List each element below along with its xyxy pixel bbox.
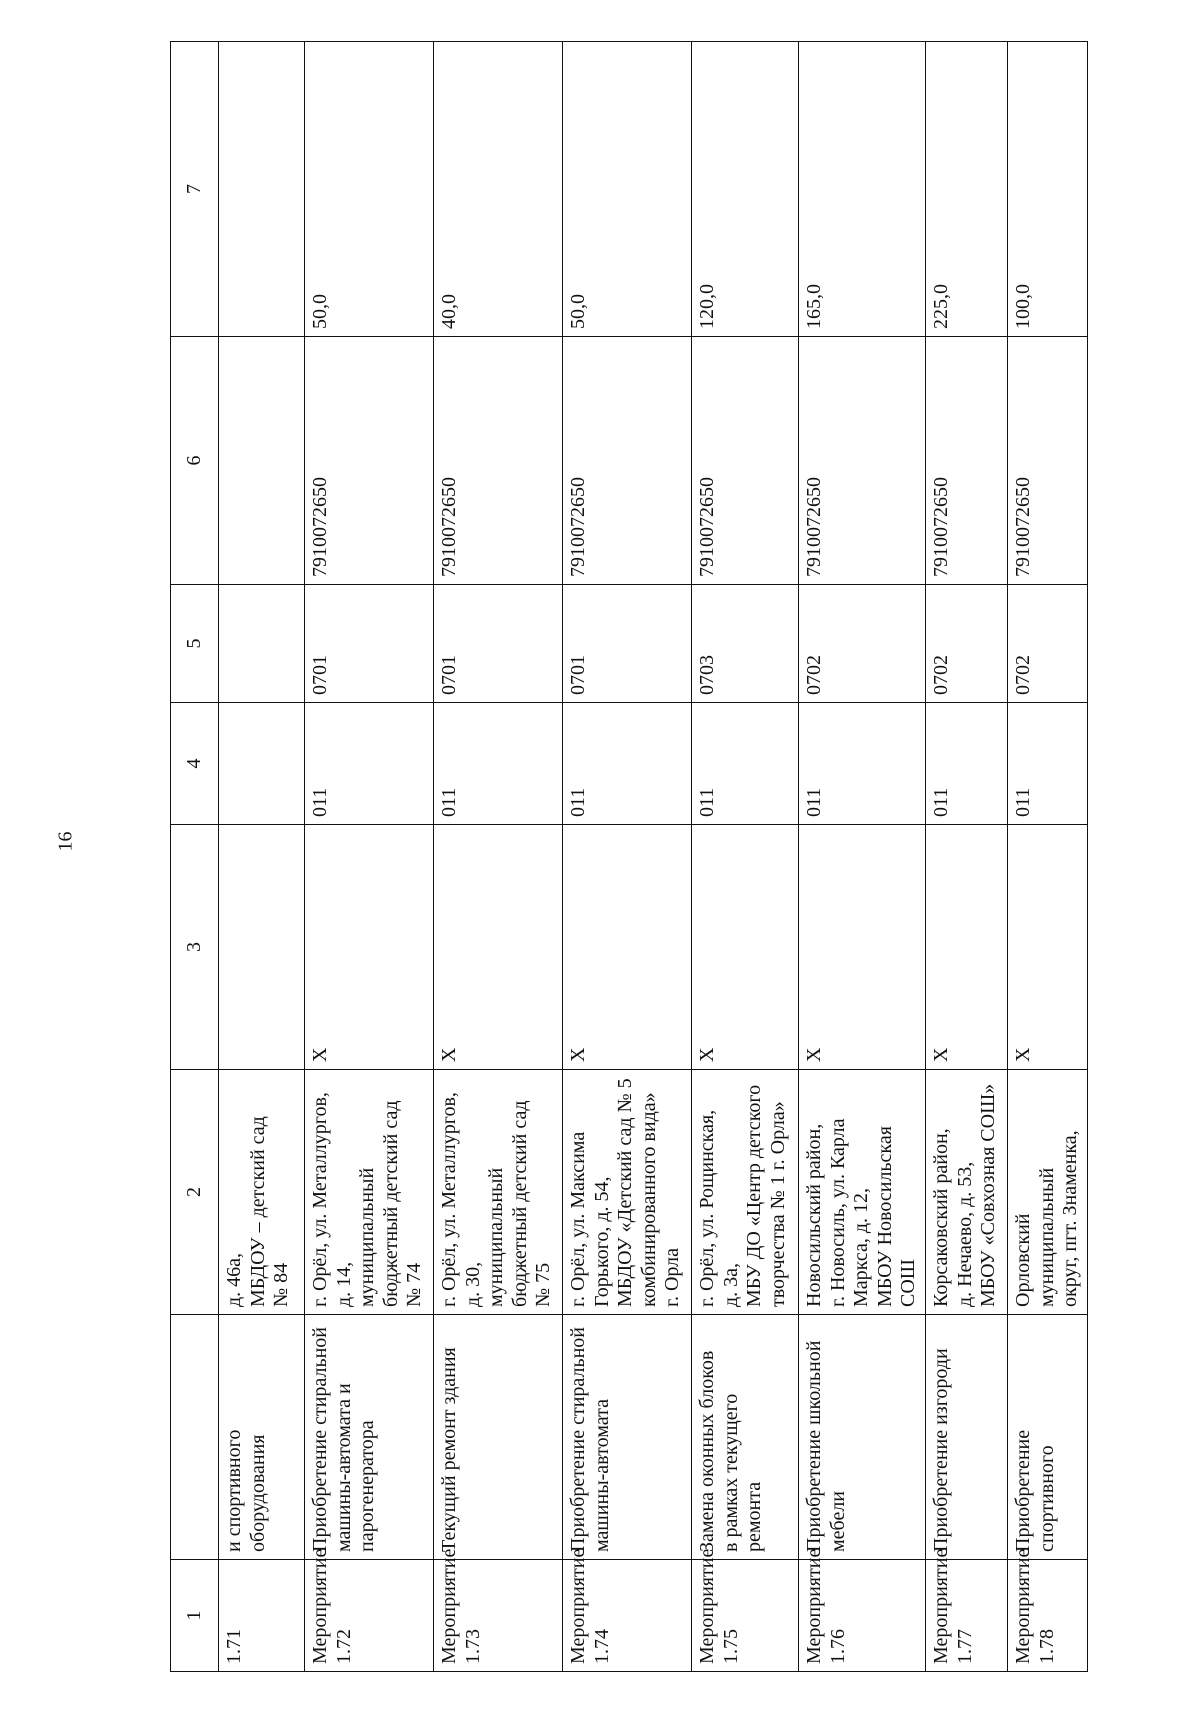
table-row — [799, 42, 926, 1672]
address-cell: Корсаковский район, д. Нечаево, д. 53, МБОУ «Совхозная СОШ» — [925, 1070, 1007, 1315]
table-row — [692, 42, 799, 1672]
measure-cell: Мероприятие 1.73 — [434, 1560, 563, 1672]
col5-cell: 0702 — [799, 585, 926, 703]
address-cell: г. Орёл, ул. Металлургов, д. 14, муниципальный бюджетный детский сад № 74 — [305, 1070, 434, 1315]
description-cell: Приобретение стиральной машины-автомата и парогенератора — [305, 1315, 434, 1560]
table-row — [219, 42, 305, 1672]
col3-cell — [219, 825, 305, 1070]
amount-cell: 50,0 — [563, 42, 692, 337]
col3-cell: X — [925, 825, 1007, 1070]
description-cell: Текущий ремонт здания — [434, 1315, 563, 1560]
description-cell: и спортивного оборудования — [219, 1315, 305, 1560]
amount-cell: 40,0 — [434, 42, 563, 337]
address-cell: Новосильский район, г. Новосиль, ул. Карла Маркса, д. 12, МБОУ Новосильская СОШ — [799, 1070, 926, 1315]
col3-cell: X — [305, 825, 434, 1070]
address-cell: г. Орёл, ул. Рощинская, д. 3а, МБУ ДО «Центр детского творчества № 1 г. Орла» — [692, 1070, 799, 1315]
col3-cell: X — [799, 825, 926, 1070]
table-row — [305, 42, 434, 1672]
header-cell: 6 — [171, 337, 219, 585]
col4-cell: 011 — [1007, 703, 1087, 825]
amount-cell — [219, 42, 305, 337]
description-cell: Приобретение стиральной машины-автомата — [563, 1315, 692, 1560]
col5-cell: 0703 — [692, 585, 799, 703]
header-cell: 2 — [171, 1070, 219, 1315]
col3-cell: X — [434, 825, 563, 1070]
col6-cell: 7910072650 — [305, 337, 434, 585]
table-row — [434, 42, 563, 1672]
table-row — [925, 42, 1007, 1672]
description-cell: Приобретение изгороди — [925, 1315, 1007, 1560]
page-number: 16 — [54, 831, 77, 852]
col5-cell: 0701 — [434, 585, 563, 703]
address-cell: г. Орёл, ул. Максима Горького, д. 54, МБДОУ «Детский сад № 5 комбинированного вида» г. Орла — [563, 1070, 692, 1315]
col5-cell: 0702 — [1007, 585, 1087, 703]
header-cell — [171, 1315, 219, 1560]
description-cell: Приобретение спортивного — [1007, 1315, 1087, 1560]
col4-cell: 011 — [305, 703, 434, 825]
col3-cell: X — [1007, 825, 1087, 1070]
rotated-table-container — [170, 42, 1082, 1672]
amount-cell: 120,0 — [692, 42, 799, 337]
address-cell: Орловский муниципальный округ, пгт. Знаменка, — [1007, 1070, 1087, 1315]
table-row — [1007, 42, 1087, 1672]
header-cell: 5 — [171, 585, 219, 703]
measure-cell: Мероприятие 1.76 — [799, 1560, 926, 1672]
col6-cell: 7910072650 — [563, 337, 692, 585]
address-cell: г. Орёл, ул. Металлургов, д. 30, муниципальный бюджетный детский сад № 75 — [434, 1070, 563, 1315]
col5-cell: 0702 — [925, 585, 1007, 703]
amount-cell: 225,0 — [925, 42, 1007, 337]
header-cell: 7 — [171, 42, 219, 337]
col6-cell: 7910072650 — [799, 337, 926, 585]
col4-cell: 011 — [434, 703, 563, 825]
description-cell: Приобретение школьной мебели — [799, 1315, 926, 1560]
col4-cell: 011 — [925, 703, 1007, 825]
col6-cell: 7910072650 — [692, 337, 799, 585]
col4-cell: 011 — [799, 703, 926, 825]
header-cell: 3 — [171, 825, 219, 1070]
budget-table — [170, 41, 1088, 1672]
col4-cell: 011 — [692, 703, 799, 825]
measure-cell: Мероприятие 1.78 — [1007, 1560, 1087, 1672]
col6-cell: 7910072650 — [925, 337, 1007, 585]
col3-cell: X — [563, 825, 692, 1070]
amount-cell: 50,0 — [305, 42, 434, 337]
col3-cell: X — [692, 825, 799, 1070]
amount-cell: 100,0 — [1007, 42, 1087, 337]
measure-cell: Мероприятие 1.74 — [563, 1560, 692, 1672]
measure-cell: Мероприятие 1.77 — [925, 1560, 1007, 1672]
table-row — [563, 42, 692, 1672]
col5-cell: 0701 — [305, 585, 434, 703]
col4-cell — [219, 703, 305, 825]
header-cell: 1 — [171, 1560, 219, 1672]
col6-cell — [219, 337, 305, 585]
measure-cell: Мероприятие 1.75 — [692, 1560, 799, 1672]
address-cell: д. 46а, МБДОУ – детский сад № 84 — [219, 1070, 305, 1315]
col5-cell: 0701 — [563, 585, 692, 703]
header-cell: 4 — [171, 703, 219, 825]
description-cell: Замена оконных блоков в рамках текущего ремонта — [692, 1315, 799, 1560]
col6-cell: 7910072650 — [434, 337, 563, 585]
measure-cell: 1.71 — [219, 1560, 305, 1672]
col4-cell: 011 — [563, 703, 692, 825]
col6-cell: 7910072650 — [1007, 337, 1087, 585]
col5-cell — [219, 585, 305, 703]
header-row — [171, 42, 219, 1672]
measure-cell: Мероприятие 1.72 — [305, 1560, 434, 1672]
amount-cell: 165,0 — [799, 42, 926, 337]
